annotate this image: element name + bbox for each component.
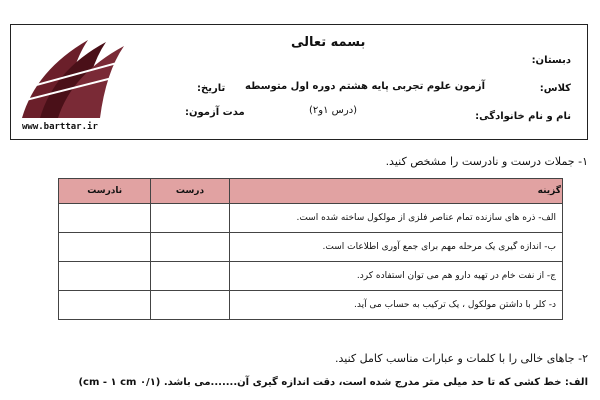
- header-true: درست: [151, 179, 229, 204]
- date-label: تاریخ:: [197, 83, 226, 94]
- table-row: [59, 233, 563, 262]
- exam-title: آزمون علوم تجربی پایه هشتم دوره اول متوسطه: [245, 81, 485, 92]
- statement-c: ج- از نفت خام در تهیه دارو هم می توان استفاده کرد.: [229, 262, 562, 291]
- table-row: [59, 204, 563, 233]
- false-cell[interactable]: [59, 204, 151, 233]
- true-cell[interactable]: [151, 233, 229, 262]
- lessons-label: (درس ۱و۲): [309, 105, 358, 116]
- false-cell[interactable]: [59, 291, 151, 320]
- header-false: نادرست: [59, 179, 151, 204]
- bismillah-heading: بسمه تعالی: [291, 35, 366, 50]
- true-cell[interactable]: [151, 204, 229, 233]
- question-2-item-a: الف: خط کشی که تا حد میلی متر مدرج شده است، دقت اندازه گیری آن.......می باشد. (۰/۱ cm - ۱ cm): [78, 377, 588, 388]
- school-label: دبستان:: [531, 55, 571, 66]
- question-1-title: ۱- جملات درست و نادرست را مشخص کنید.: [385, 155, 588, 168]
- table-header-row: [59, 179, 563, 204]
- class-label: کلاس:: [539, 83, 571, 94]
- statement-a: الف- ذره های سازنده تمام عناصر فلزی از مولکول ساخته شده است.: [229, 204, 562, 233]
- true-cell[interactable]: [151, 291, 229, 320]
- false-cell[interactable]: [59, 233, 151, 262]
- student-name-label: نام و نام خانوادگی:: [475, 111, 571, 122]
- barttar-logo: [18, 30, 128, 120]
- statement-d: د- کلر با داشتن مولکول ، یک ترکیب به حساب می آید.: [229, 291, 562, 320]
- question-2-title: ۲- جاهای خالی را با کلمات و عبارات مناسب کامل کنید.: [335, 352, 588, 365]
- website-url: www.barttar.ir: [22, 122, 98, 132]
- statement-b: ب- اندازه گیری یک مرحله مهم برای جمع آوری اطلاعات است.: [229, 233, 562, 262]
- duration-label: مدت آزمون:: [185, 107, 245, 118]
- table-row: [59, 291, 563, 320]
- false-cell[interactable]: [59, 262, 151, 291]
- header-option: گزینه: [229, 179, 562, 204]
- table-row: [59, 262, 563, 291]
- true-false-table: [58, 178, 563, 320]
- true-cell[interactable]: [151, 262, 229, 291]
